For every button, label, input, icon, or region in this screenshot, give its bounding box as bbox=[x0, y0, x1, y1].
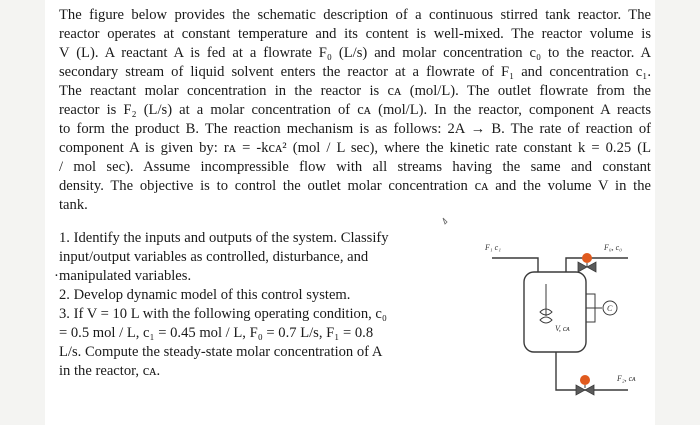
tank-label: V, cᴀ bbox=[555, 324, 570, 333]
question-line: 1. Identify the inputs and outputs of the system. Classify bbox=[59, 230, 389, 246]
paragraph-line: The reactant molar concentration in the reactor is cᴀ (mol/L). The outlet flowrate from the bbox=[59, 83, 651, 99]
cstr-schematic bbox=[420, 210, 650, 410]
outlet-valve-actuator-icon bbox=[580, 375, 590, 385]
paragraph-line: tank. bbox=[59, 197, 88, 213]
paragraph-line: density. The objective is to control the outlet molar concentration cᴀ and the volume V in the bbox=[59, 178, 651, 194]
question-line: 2. Develop dynamic model of this control system. bbox=[59, 287, 351, 303]
paragraph-line: component A is given by: rᴀ = -kcᴀ² (mol / L sec), where the kinetic rate constant k = 0.25 (L bbox=[59, 140, 651, 156]
outlet-pipe bbox=[556, 352, 628, 390]
reactor-tank bbox=[524, 272, 586, 352]
question-line bbox=[54, 267, 429, 286]
feed1-label: F₁ c₁ bbox=[485, 243, 501, 252]
paragraph-line: reactor is F₂ (L/s) at a molar concentration of cᴀ (mol/L). In the reactor, component A reacts bbox=[59, 102, 651, 118]
feed0-valve-actuator-icon bbox=[582, 253, 592, 263]
controller-label: C bbox=[607, 304, 613, 313]
question-line-text: manipulated variables. bbox=[59, 268, 192, 284]
paragraph-line: reactor operates at constant temperature and its content is well-mixed. The reactor volume is bbox=[59, 26, 651, 42]
question-list bbox=[54, 229, 429, 381]
outlet-label: F₂, cᴀ bbox=[617, 374, 636, 383]
paragraph-line: V (L). A reactant A is fed at a flowrate F₀ (L/s) and molar concentration c₀ to the reactor. A bbox=[59, 45, 651, 61]
paragraph-line: secondary stream of liquid solvent enters the reactor at a flowrate of F₁ and concentration c₁. bbox=[59, 64, 651, 80]
paragraph-line: The figure below provides the schematic description of a continuous stirred tank reactor. The bbox=[59, 7, 651, 23]
question-line: input/output variables as controlled, disturbance, and bbox=[59, 249, 369, 265]
bullet-mark: · bbox=[54, 268, 59, 284]
feed1-pipe bbox=[492, 258, 538, 272]
question-line: in the reactor, cᴀ. bbox=[59, 363, 161, 379]
paragraph-line: to form the product B. The reaction mechanism is as follows: 2A → B. The rate of reaction of bbox=[59, 121, 651, 137]
question-line: L/s. Compute the steady-state molar concentration of A bbox=[59, 344, 383, 360]
feed0-label: F₀, c₀ bbox=[604, 243, 622, 252]
page bbox=[45, 0, 655, 425]
question-line: 3. If V = 10 L with the following operating condition, c₀ bbox=[59, 306, 387, 322]
paragraph-line: / mol sec). Assume incompressible flow with all streams having the same and constant bbox=[59, 159, 651, 175]
problem-description bbox=[59, 6, 651, 215]
question-line: = 0.5 mol / L, c₁ = 0.45 mol / L, F₀ = 0.7 L/s, F₁ = 0.8 bbox=[59, 325, 374, 341]
feed0-pipe bbox=[566, 258, 628, 272]
cursor-mark bbox=[443, 218, 447, 224]
